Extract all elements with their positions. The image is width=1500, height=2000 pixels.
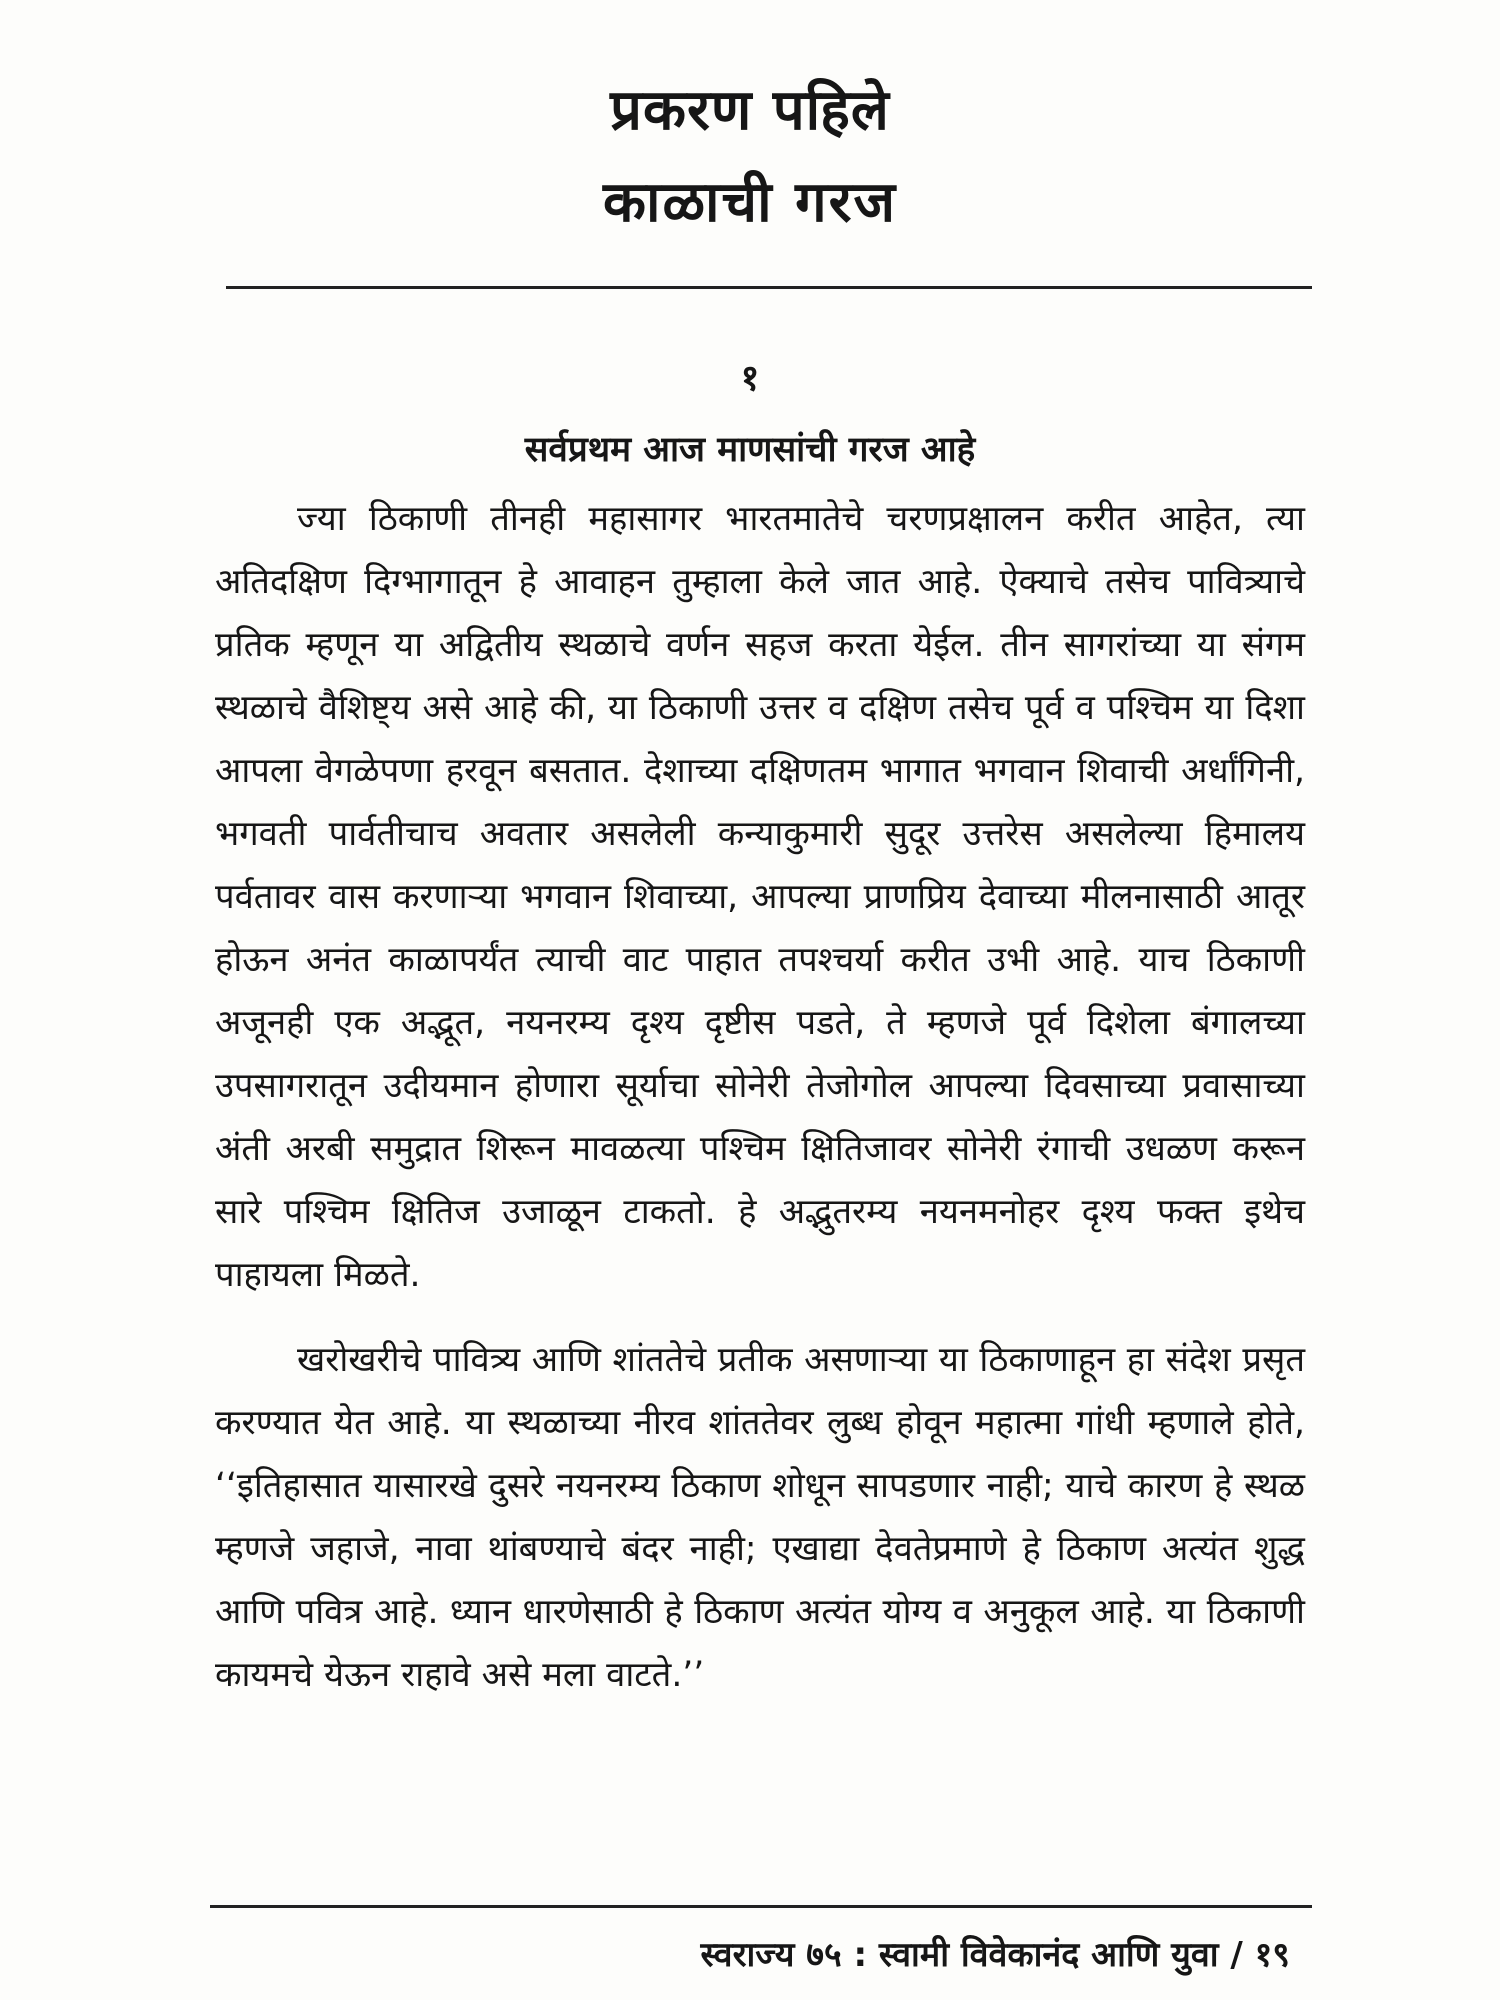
section-heading: सर्वप्रथम आज माणसांची गरज आहे xyxy=(524,430,976,470)
bottom-divider xyxy=(210,1905,1312,1908)
paragraph-1: ज्या ठिकाणी तीनही महासागर भारतमातेचे चरणप्रक्षालन करीत आहेत, त्या अतिदक्षिण दिग्भागातून हे आवाहन तुम्हाला केले जात आहे. ऐक्याचे तसेच पावित्र्याचे प्रतिक म्हणून या अद्वितीय स्थळाचे वर्णन सहज करता येईल. तीन सागरांच्या या संगम स्थळाचे वैशिष्ट्य असे आहे की, या ठिकाणी उत्तर व दक्षिण तसेच पूर्व व पश्चिम या दिशा आपला वेगळेपणा हरवून बसतात. देशाच्या दक्षिणतम भागात भगवान शिवाची अर्धांगिनी, भगवती पार्वतीचाच अवतार असलेली कन्याकुमारी सुदूर उत्तरेस असलेल्या हिमालय पर्वतावर वास करणाऱ्या भगवान शिवाच्या, आपल्या प्राणप्रिय देवाच्या मीलनासाठी आतूर होऊन अनंत काळापर्यंत त्याची वाट पाहात तपश्चर्या करीत उभी आहे. याच ठिकाणी अजूनही एक अद्भूत, नयनरम्य दृश्य दृष्टीस पडते, ते म्हणजे पूर्व दिशेला बंगालच्या उपसागरातून उदीयमान होणारा सूर्याचा सोनेरी तेजोगोल आपल्या दिवसाच्या प्रवासाच्या अंती अरबी समुद्रात शिरून मावळत्या पश्चिम क्षितिजावर सोनेरी रंगाची उधळण करून सारे पश्चिम क्षितिज उजाळून टाकतो. हे अद्भुतरम्य नयनमनोहर दृश्य फक्त इथेच पाहायला मिळते. xyxy=(215,499,1305,1295)
body-text xyxy=(215,488,1305,1707)
chapter-title: काळाची गरज xyxy=(602,170,898,235)
chapter-label: प्रकरण पहिले xyxy=(610,78,890,143)
top-divider xyxy=(226,286,1312,289)
paragraph-2: खरोखरीचे पावित्र्य आणि शांततेचे प्रतीक असणाऱ्या या ठिकाणाहून हा संदेश प्रसृत करण्यात येत आहे. या स्थळाच्या नीरव शांततेवर लुब्ध होवून महात्मा गांधी म्हणाले होते, ‘‘इतिहासात यासारखे दुसरे नयनरम्य ठिकाण शोधून सापडणार नाही; याचे कारण हे स्थळ म्हणजे जहाजे, नावा थांबण्याचे बंदर नाही; एखाद्या देवतेप्रमाणे हे ठिकाण अत्यंत शुद्ध आणि पवित्र आहे. ध्यान धारणेसाठी हे ठिकाण अत्यंत योग्य व अनुकूल आहे. या ठिकाणी कायमचे येऊन राहावे असे मला वाटते.’’ xyxy=(215,1340,1305,1695)
section-number: १ xyxy=(740,358,760,399)
page-footer: स्वराज्य ७५ : स्वामी विवेकानंद आणि युवा / १९ xyxy=(700,1935,1290,1975)
